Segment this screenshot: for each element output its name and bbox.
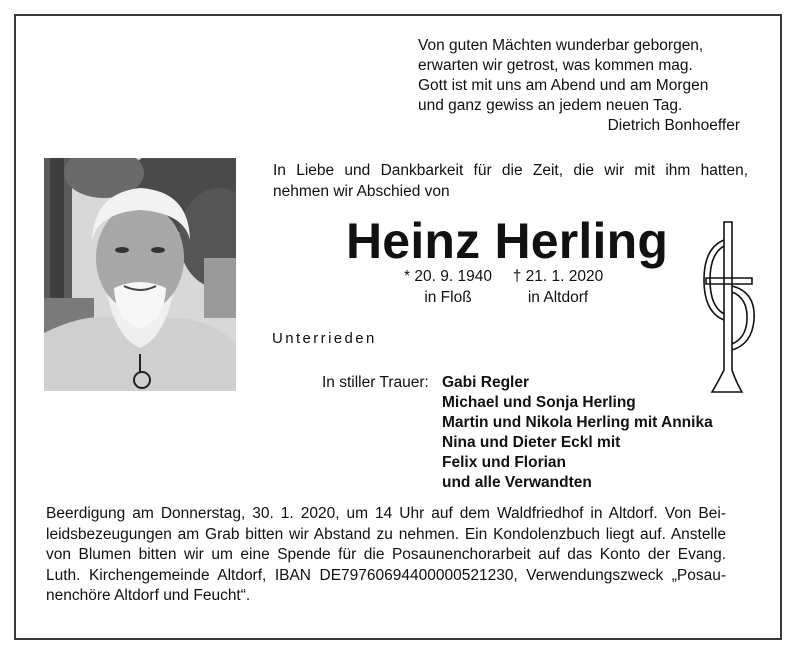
- death-place: in Altdorf: [527, 289, 589, 306]
- deceased-name: Heinz Herling: [346, 213, 669, 269]
- poem-author: Dietrich Bonhoeffer: [607, 117, 740, 134]
- mourner-name: und alle Verwandten: [442, 474, 592, 491]
- mourners-list: [442, 373, 713, 493]
- mourner-name: Nina und Dieter Eckl mit: [442, 434, 621, 451]
- mourner-name: Gabi Regler: [442, 374, 529, 391]
- funeral-line: nenchöre Altdorf und Feucht“.: [46, 587, 251, 604]
- intro-line: nehmen wir Abschied von: [273, 183, 450, 200]
- intro-text: [273, 160, 748, 202]
- intro-line: In Liebe und Dankbarkeit für die Zeit, die wir mit ihm hatten,: [273, 162, 748, 179]
- place-name: Unterrieden: [272, 330, 377, 347]
- poem-line: erwarten wir getrost, was kommen mag.: [418, 57, 693, 74]
- portrait-photo: [44, 158, 236, 391]
- funeral-line: von Blumen bitten wir um eine Spende für die Posaunenchorarbeit auf das Konto der Evang.: [46, 546, 726, 563]
- birth-date: * 20. 9. 1940: [404, 268, 492, 285]
- mourner-name: Michael und Sonja Herling: [442, 394, 636, 411]
- poem-line: und ganz gewiss an jedem neuen Tag.: [418, 97, 683, 114]
- funeral-line: leidsbezeugungen am Grab bitten wir Abstand zu nehmen. Ein Kondolenzbuch liegt auf. Anstelle: [46, 525, 726, 543]
- funeral-notice: [46, 504, 726, 607]
- death-date: † 21. 1. 2020: [512, 268, 604, 285]
- poem: [418, 36, 748, 136]
- birth-info: [388, 266, 508, 308]
- funeral-line: Luth. Kirchengemeinde Altdorf, IBAN DE79760694400000521230, Verwendungszweck „Posau-: [46, 566, 726, 584]
- birth-place: in Floß: [424, 289, 472, 306]
- poem-line: Von guten Mächten wunderbar geborgen,: [418, 37, 704, 54]
- funeral-line: Beerdigung am Donnerstag, 30. 1. 2020, um 14 Uhr auf dem Waldfriedhof in Altdorf. Von Bei-: [46, 505, 726, 522]
- mourner-name: Felix und Florian: [442, 454, 567, 471]
- death-info: [498, 266, 618, 308]
- poem-line: Gott ist mit uns am Abend und am Morgen: [418, 77, 709, 94]
- mourner-name: Martin und Nikola Herling mit Annika: [442, 414, 713, 431]
- mourners-label: In stiller Trauer:: [322, 374, 429, 391]
